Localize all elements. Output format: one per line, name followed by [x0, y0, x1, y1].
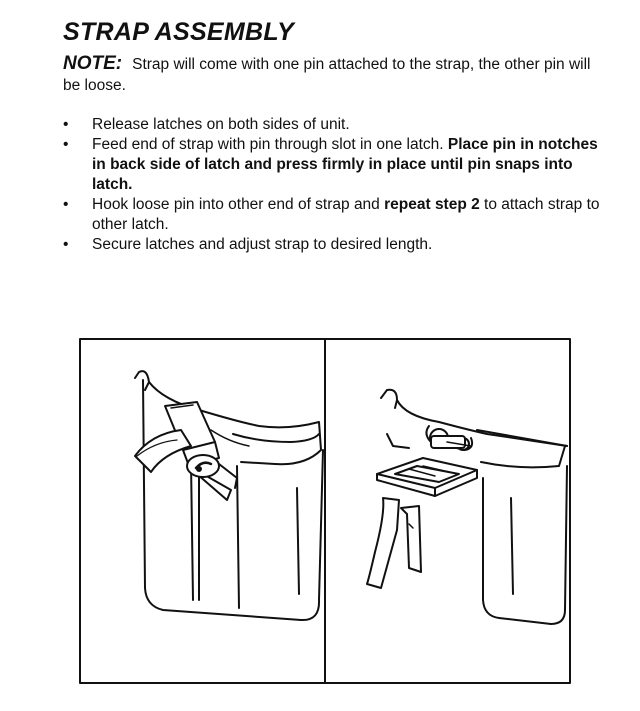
step-text: Feed end of strap with pin through slot in one latch. [92, 136, 448, 153]
list-item [63, 115, 603, 135]
step-text: Secure latches and adjust strap to desired length. [92, 236, 433, 253]
note-label: NOTE: [63, 53, 123, 74]
list-item [63, 195, 603, 235]
bullet-icon: • [63, 196, 69, 213]
step-emphasis: repeat step 2 [384, 196, 480, 213]
page-title: STRAP ASSEMBLY [63, 18, 295, 46]
step-emphasis: Place pin in notches in back side of latch and press firmly in place until pin snaps into latch. [92, 136, 598, 193]
list-item [63, 135, 603, 195]
strap-assembly-illustration [79, 338, 571, 685]
pin-snapped-in-latch-illustration [367, 390, 567, 624]
list-item [63, 235, 603, 255]
instruction-list [63, 115, 603, 255]
bullet-icon: • [63, 236, 69, 253]
strap-fed-through-latch-illustration [135, 371, 323, 620]
step-text: to attach strap to other latch. [92, 196, 600, 233]
step-text: Release latches on both sides of unit. [92, 116, 350, 133]
step-text: Hook loose pin into other end of strap and [92, 196, 385, 213]
note-paragraph [63, 53, 603, 96]
bullet-icon: • [63, 116, 69, 133]
bullet-icon: • [63, 136, 69, 153]
note-text: Strap will come with one pin attached to the strap, the other pin will be loose. [63, 56, 591, 94]
